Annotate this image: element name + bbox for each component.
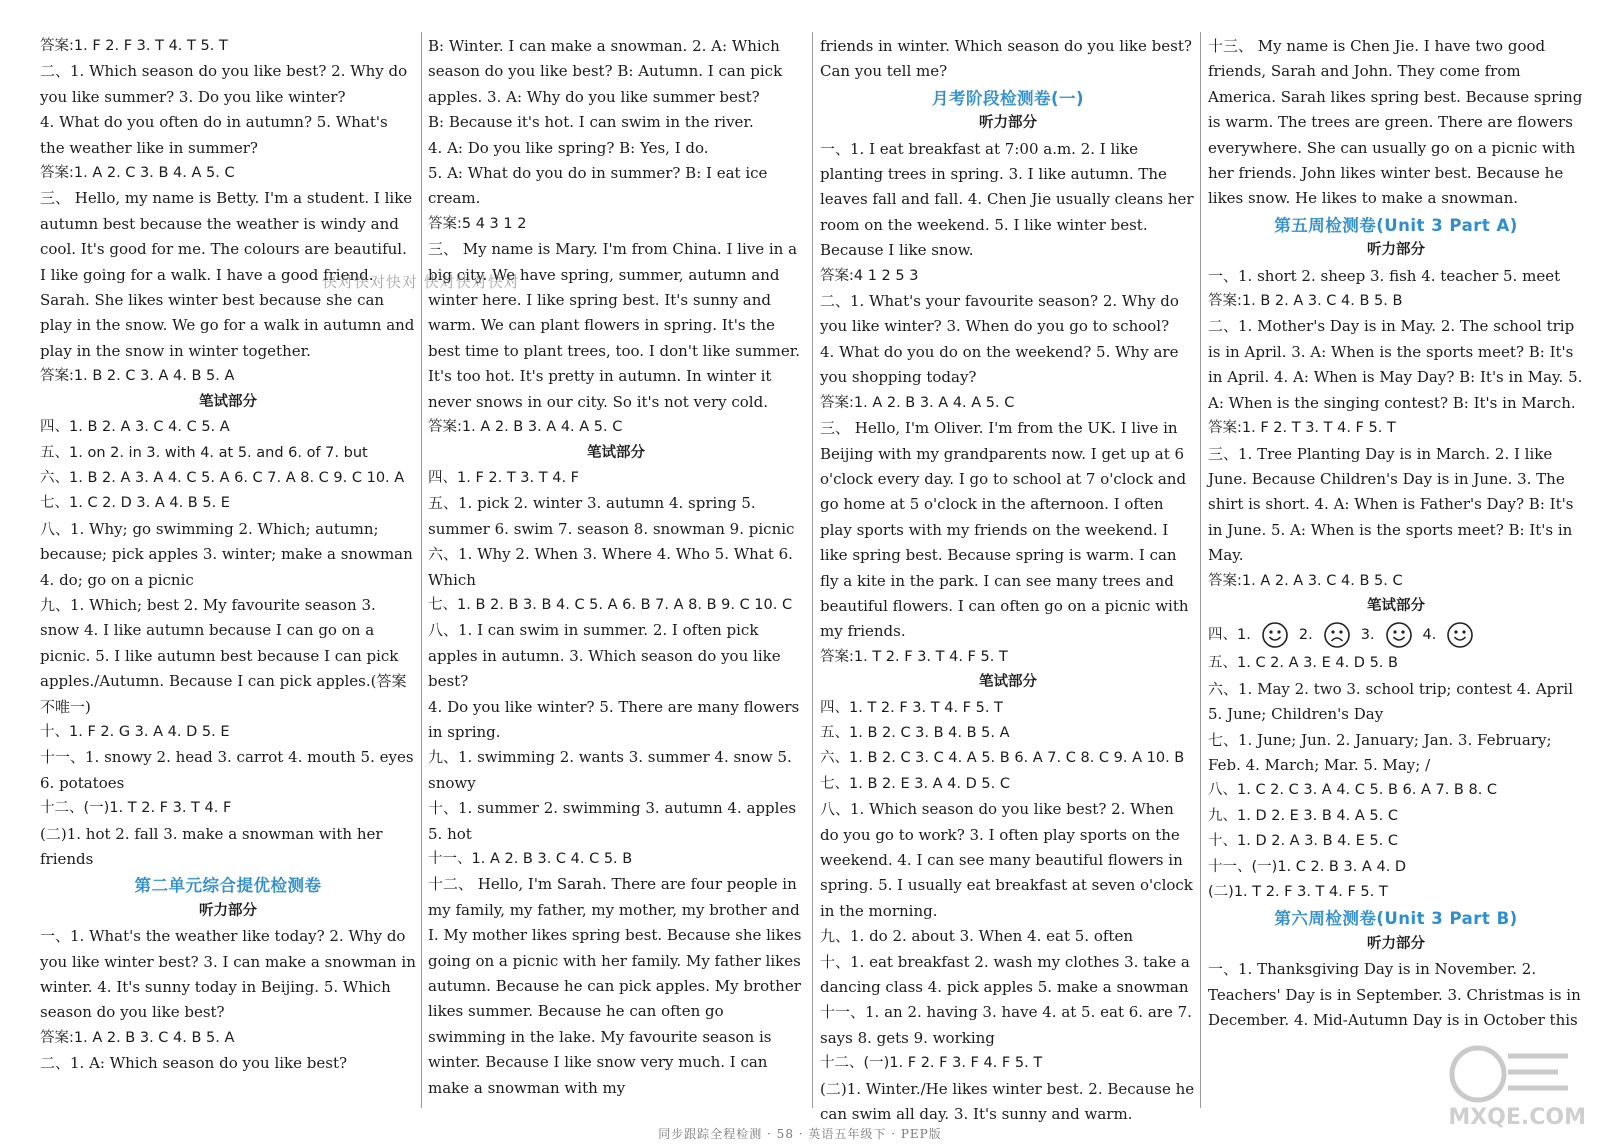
answer-line: 九、1. swimming 2. wants 3. summer 4. snow 5. snowy <box>428 748 792 792</box>
answer-line: 十一、1. an 2. having 3. have 4. at 5. eat 6. are 7. says 8. gets 9. working <box>820 1003 1192 1047</box>
question-text: 一、1. short 2. sheep 3. fish 4. teacher 5. meet <box>1208 266 1561 285</box>
answer-line: (二)1. hot 2. fall 3. make a snowman with her friends <box>40 824 383 868</box>
column-1 <box>40 34 416 1077</box>
answer-line: 六、1. B 2. A 3. A 4. C 5. A 6. C 7. A 8. C 9. C 10. A <box>40 469 405 486</box>
section-heading: 笔试部分 <box>979 674 1037 691</box>
answer-line: 五、1. pick 2. winter 3. autumn 4. spring 5. summer 6. swim 7. season 8. snowman 9. picnic <box>428 494 795 538</box>
answer-line: 答案:1. B 2. C 3. A 4. B 5. A <box>40 368 235 385</box>
answer-number: 四、1. <box>1208 626 1251 643</box>
dialogue-text: B: Winter. I can make a snowman. 2. A: Which season do you like best? B: Autumn. I can pick apples. 3. A: Why do you like summer best? <box>428 37 783 106</box>
answer-line: 答案:1. T 2. F 3. T 4. F 5. T <box>820 648 1008 665</box>
test-title: 第二单元综合提优检测卷 <box>134 876 322 896</box>
answer-line: 答案:1. F 2. F 3. T 4. T 5. T <box>40 38 228 54</box>
answer-line: 八、1. Why; go swimming 2. Which; autumn; because; pick apples 3. winter; make a snowman 4. do; go on a picnic <box>40 519 413 589</box>
answer-line: 九、1. Which; best 2. My favourite season 3. snow 4. I like autumn because I can go on a picnic. 5. I like autumn best because I can pick apples./Autumn. Because I can pick apples.(答案不唯一) <box>40 595 407 716</box>
answer-line: (二)1. T 2. F 3. T 4. F 5. T <box>1208 884 1388 900</box>
answer-line: 十一、1. A 2. B 3. C 4. C 5. B <box>428 851 633 867</box>
answer-line: 四、1. T 2. F 3. T 4. F 5. T <box>820 699 1003 716</box>
section-heading: 笔试部分 <box>199 393 257 410</box>
answer-line: 七、1. June; Jun. 2. January; Jan. 3. February; Feb. 4. March; Mar. 5. May; / <box>1208 730 1552 774</box>
answer-line: 答案:1. A 2. C 3. B 4. A 5. C <box>40 165 235 182</box>
smiley-face-icon <box>1385 621 1413 649</box>
test-title: 第五周检测卷(Unit 3 Part A) <box>1274 215 1518 235</box>
answer-line: 答案:1. A 2. B 3. A 4. A 5. C <box>428 419 623 436</box>
answer-line: 答案:5 4 3 1 2 <box>428 215 527 232</box>
passage-text: 三、 Hello, I'm Oliver. I'm from the UK. I live in Beijing with my grandparents now. I get up at 6 o'clock every day. I go to school at 7 o'clock and go home at 5 o'clock in the afternoon. I often play sports with my friends on the weekend. I like spring best. Because spring is warm. I can fly a kite in the park. I can see many trees and beautiful flowers. I can often go on a picnic with my friends. <box>820 419 1189 641</box>
test-title: 月考阶段检测卷(一) <box>931 88 1085 108</box>
answer-line: 五、1. C 2. A 3. E 4. D 5. B <box>1208 655 1398 672</box>
question-text: 4. What do you often do in autumn? 5. What's the weather like in summer? <box>40 113 388 157</box>
answer-line: 五、1. on 2. in 3. with 4. at 5. and 6. of 7. but <box>40 444 368 461</box>
answer-line: 九、1. D 2. E 3. B 4. A 5. C <box>1208 807 1398 824</box>
dialogue-text: 4. A: Do you like spring? B: Yes, I do. <box>428 138 709 157</box>
question-text: 一、1. What's the weather like today? 2. Why do you like winter best? 3. I can make a snowman in winter. 4. It's sunny today in Beijing. 5. Which season do you like best? <box>40 927 416 1022</box>
answer-line: 答案:1. A 2. B 3. C 4. B 5. A <box>40 1029 235 1046</box>
section-heading: 笔试部分 <box>1367 597 1425 614</box>
passage-text: 十三、 My name is Chen Jie. I have two good friends, Sarah and John. They come from America. Sarah likes spring best. Because spring is warm. The trees are green. There are flowers everywhere. She can usually go on a picnic with her friends. John likes winter best. Because he likes snow. He likes to make a snowman. <box>1208 37 1583 208</box>
question-text: 一、1. Thanksgiving Day is in November. 2. Teachers' Day is in September. 3. Christmas is in December. 4. Mid-Autumn Day is in October this <box>1208 960 1581 1030</box>
section-heading: 笔试部分 <box>587 444 645 461</box>
face-answer-row <box>1208 619 1584 651</box>
question-text: 二、1. Mother's Day is in May. 2. The school trip is in April. 3. A: When is the sports meet? B: It's in April. 4. A: When is May Day? B: It's in May. 5. A: When is the singing contest? B: It's in March. <box>1208 317 1583 412</box>
smiley-face-icon <box>1446 621 1474 649</box>
section-heading: 听力部分 <box>1367 242 1425 259</box>
answer-line: 六、1. May 2. two 3. school trip; contest 4. April 5. June; Children's Day <box>1208 679 1574 724</box>
answer-line: 十、1. F 2. G 3. A 4. D 5. E <box>40 723 230 740</box>
answer-line: 七、1. B 2. B 3. B 4. C 5. A 6. B 7. A 8. B 9. C 10. C <box>428 596 793 613</box>
answer-line: 七、1. C 2. D 3. A 4. B 5. E <box>40 495 230 512</box>
answer-line: 十二、(一)1. F 2. F 3. F 4. F 5. T <box>820 1055 1043 1072</box>
answer-line: 八、1. Which season do you like best? 2. When do you go to work? 3. I often play sports on the weekend. 4. I can see many beautiful flowers in spring. 5. I usually eat breakfast at seven o'clock in the morning. <box>820 800 1193 920</box>
answer-line: 七、1. B 2. E 3. A 4. D 5. C <box>820 775 1010 792</box>
answer-line: 答案:1. F 2. T 3. T 4. F 5. T <box>1208 420 1396 437</box>
section-heading: 听力部分 <box>979 115 1037 132</box>
test-title: 第六周检测卷(Unit 3 Part B) <box>1274 909 1518 929</box>
question-text: 一、1. I eat breakfast at 7:00 a.m. 2. I like planting trees in spring. 3. I like autumn. The leaves fall and fall. 4. Chen Jie usually cleans her room on the weekend. 5. I like winter best. Because I like snow. <box>820 139 1194 260</box>
passage-text: 三、 My name is Mary. I'm from China. I live in a big city. We have spring, summer, autumn and winter here. I like spring best. It's sunny and warm. We can plant flowers in spring. It's the best time to plant trees, too. I don't like summer. It's too hot. It's pretty in autumn. In winter it never snows in our city. So it's not very cold. <box>428 240 801 411</box>
answer-line: 八、1. C 2. C 3. A 4. C 5. B 6. A 7. B 8. C <box>1208 782 1498 799</box>
answer-line: 八、1. I can swim in summer. 2. I often pick apples in autumn. 3. Which season do you like best? <box>428 621 781 691</box>
column-3 <box>820 34 1196 1127</box>
answer-line: 五、1. B 2. C 3. B 4. B 5. A <box>820 724 1010 741</box>
sad-face-icon <box>1323 621 1351 649</box>
answer-line: 六、1. Why 2. When 3. Where 4. Who 5. What 6. Which <box>428 545 793 589</box>
answer-number: 3. <box>1360 626 1375 643</box>
column-2 <box>428 34 804 1101</box>
answer-line: 九、1. do 2. about 3. When 4. eat 5. often <box>820 927 1133 946</box>
answer-line: 十、1. D 2. A 3. B 4. E 5. C <box>1208 833 1398 850</box>
answer-line: 十一、1. snowy 2. head 3. carrot 4. mouth 5. eyes 6. potatoes <box>40 748 414 792</box>
answer-line: 四、1. F 2. T 3. T 4. F <box>428 469 579 486</box>
question-text: 三、1. Tree Planting Day is in March. 2. I like June. Because Children's Day is in June. 3. The shirt is short. 4. A: When is Father's Day? B: It's in June. 5. A: When is the sports meet? B: It's in May. <box>1208 444 1574 565</box>
site-logo <box>1438 1036 1588 1136</box>
question-text: 二、1. A: Which season do you like best? <box>40 1054 348 1073</box>
section-heading: 听力部分 <box>1367 935 1425 952</box>
column-4 <box>1208 34 1584 1033</box>
logo-text: MXQE.COM <box>1448 1105 1586 1130</box>
question-text: 4. What do you do on the weekend? 5. Why are you shopping today? <box>820 342 1179 387</box>
answer-line: 答案:1. A 2. B 3. A 4. A 5. C <box>820 394 1015 411</box>
column-divider <box>812 32 813 1108</box>
answer-line: 十、1. summer 2. swimming 3. autumn 4. apples 5. hot <box>428 799 797 843</box>
passage-text: 十二、 Hello, I'm Sarah. There are four people in my family, my father, my mother, my brother and I. My mother likes spring best. Because she likes going on a picnic with her family. My father likes autumn. Because he can pick apples. My brother likes summer. Because he can often go swimming in the lake. My favourite season is winter. Because I like snow very much. I can make a snowman with my <box>428 875 802 1097</box>
question-text: 二、1. Which season do you like best? 2. Why do you like summer? 3. Do you like winter? <box>40 62 408 106</box>
smiley-face-icon <box>1261 621 1289 649</box>
page-footer: 同步跟踪全程检测 · 58 · 英语五年级下 · PEP版 <box>658 1127 942 1141</box>
answer-number: 4. <box>1422 626 1437 643</box>
answer-line: 答案:4 1 2 5 3 <box>820 267 919 284</box>
dialogue-text: 5. A: What do you do in summer? B: I eat ice cream. <box>428 164 768 208</box>
answer-line: (二)1. Winter./He likes winter best. 2. Because he can swim all day. 3. It's sunny and warm. <box>820 1079 1195 1124</box>
section-heading: 听力部分 <box>199 902 257 919</box>
answer-line: 六、1. B 2. C 3. C 4. A 5. B 6. A 7. C 8. C 9. A 10. B <box>820 750 1185 767</box>
column-divider <box>1200 32 1201 1108</box>
question-text: 二、1. What's your favourite season? 2. Why do you like winter? 3. When do you go to school? <box>820 292 1179 336</box>
dialogue-text: B: Because it's hot. I can swim in the river. <box>428 113 754 132</box>
column-divider <box>421 32 422 1108</box>
passage-text: friends in winter. Which season do you like best? Can you tell me? <box>820 37 1192 81</box>
watermark-text: 快对快对快对 快对快对快对 <box>322 273 520 291</box>
answer-line: 四、1. B 2. A 3. C 4. C 5. A <box>40 419 230 436</box>
answer-line: 十、1. eat breakfast 2. wash my clothes 3. take a dancing class 4. pick apples 5. make a snowman <box>820 952 1190 997</box>
answer-number: 2. <box>1298 626 1313 643</box>
answer-line: 4. Do you like winter? 5. There are many flowers in spring. <box>428 697 800 741</box>
answer-line: 答案:1. B 2. A 3. C 4. B 5. B <box>1208 293 1403 310</box>
answer-line: 十一、(一)1. C 2. B 3. A 4. D <box>1208 858 1407 875</box>
answer-line: 十二、(一)1. T 2. F 3. T 4. F <box>40 800 232 817</box>
answer-line: 答案:1. A 2. A 3. C 4. B 5. C <box>1208 572 1403 589</box>
passage-text: 三、 Hello, my name is Betty. I'm a student. I like autumn best because the weather is windy and cool. It's good for me. The colours are beautiful. I like going for a walk. I have a good friend. Sarah. She likes winter best because she can play in the snow. We go for a walk in autumn and play in the snow in winter together. <box>40 189 415 360</box>
